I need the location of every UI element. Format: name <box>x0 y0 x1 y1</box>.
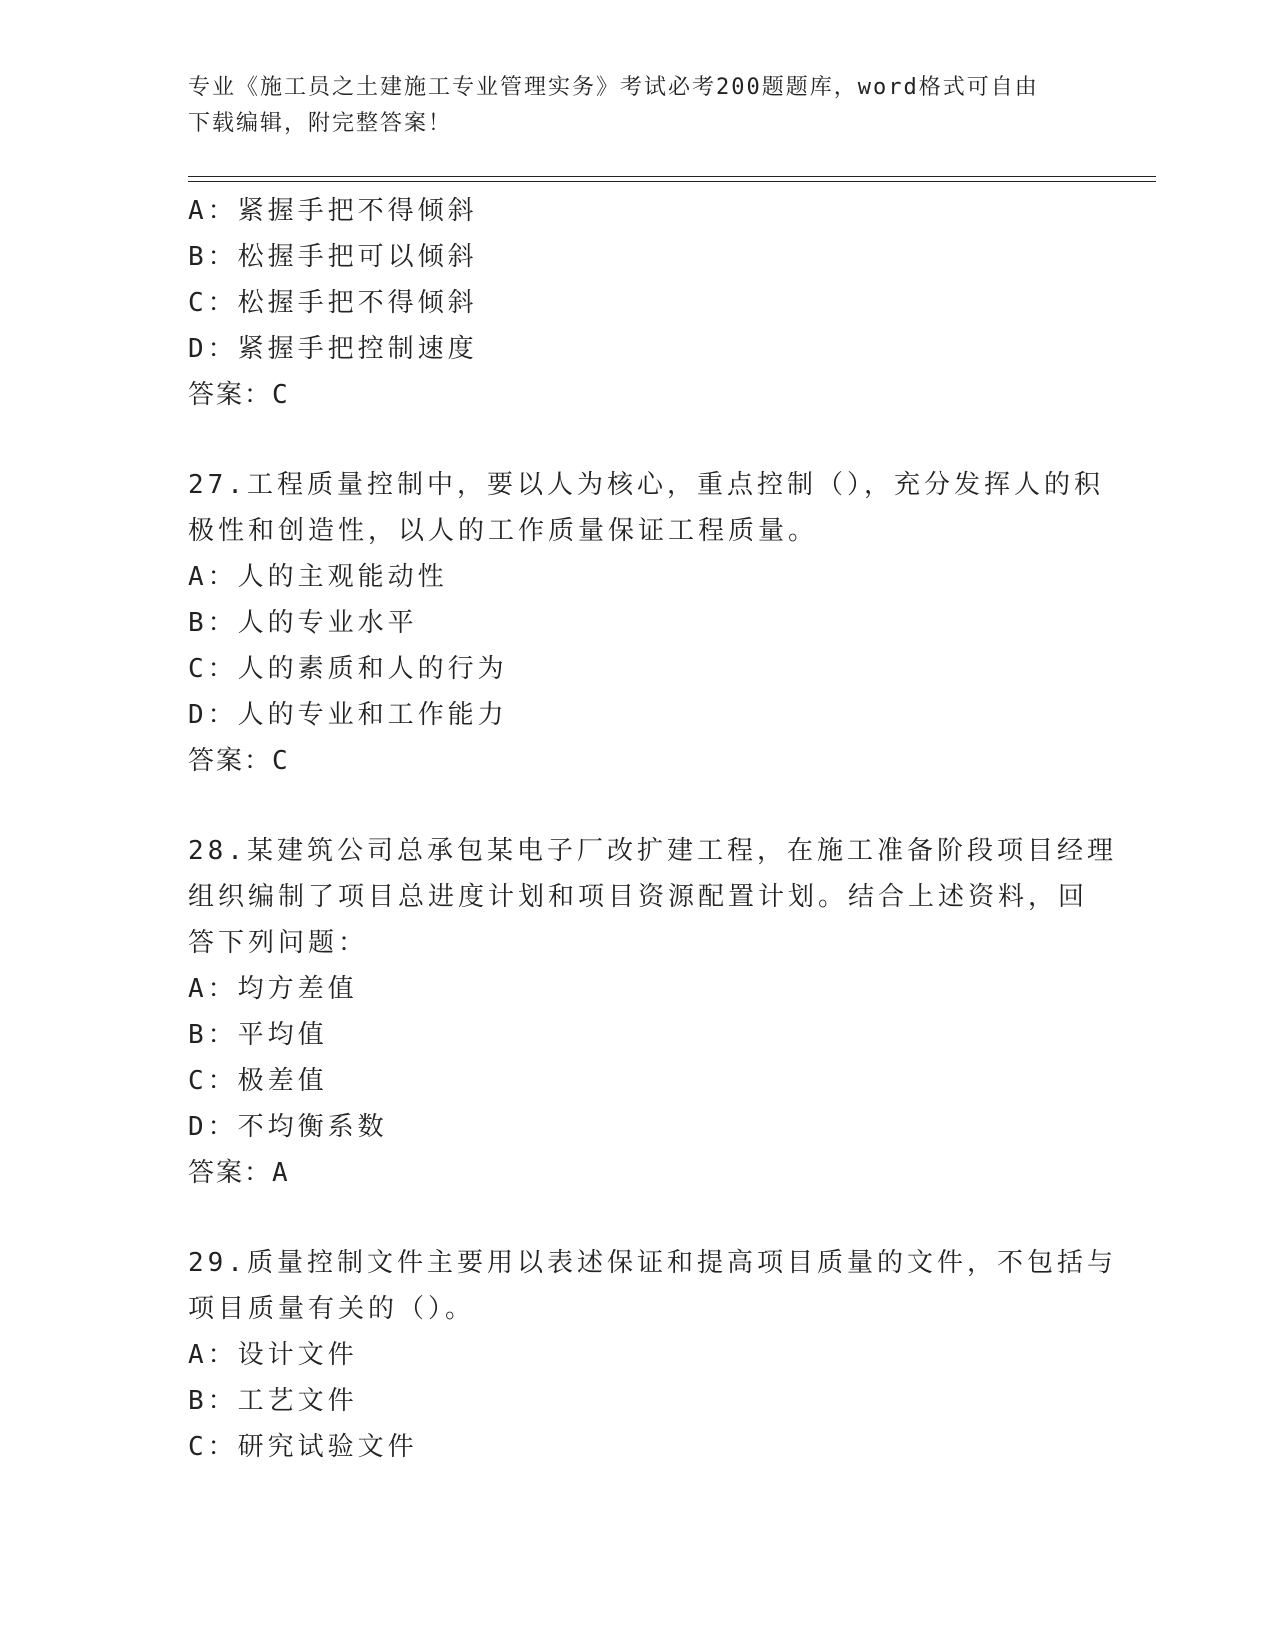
option-b: B：人的专业水平 <box>188 608 418 638</box>
question-27 <box>188 462 1104 784</box>
question-stem-line: 极性和创造性，以人的工作质量保证工程质量。 <box>188 516 819 546</box>
option-d: D：人的专业和工作能力 <box>188 700 508 730</box>
question-stem-line: 答下列问题： <box>188 928 369 958</box>
question-content <box>188 188 1117 1470</box>
option-b: B：松握手把可以倾斜 <box>188 242 478 272</box>
spacer <box>188 784 1088 828</box>
header-line-1: 专业《施工员之土建施工专业管理实务》考试必考200题题库，word格式可自由 <box>188 75 1039 100</box>
question-stem-line: 27.工程质量控制中，要以人为核心，重点控制（），充分发挥人的积 <box>188 470 1104 500</box>
spacer <box>188 418 1088 462</box>
option-c: C：人的素质和人的行为 <box>188 654 508 684</box>
header-line-2: 下载编辑，附完整答案！ <box>188 111 453 136</box>
question-29 <box>188 1240 1117 1470</box>
option-c: C：研究试验文件 <box>188 1432 418 1462</box>
option-b: B：工艺文件 <box>188 1386 358 1416</box>
option-c: C：极差值 <box>188 1066 328 1096</box>
option-d: D：不均衡系数 <box>188 1112 388 1142</box>
document-header <box>188 70 1088 142</box>
header-rule-bottom <box>188 181 1156 182</box>
question-stem-line: 项目质量有关的（）。 <box>188 1294 476 1324</box>
spacer <box>188 1196 1088 1240</box>
option-d: D：紧握手把控制速度 <box>188 334 478 364</box>
option-a: A：紧握手把不得倾斜 <box>188 196 478 226</box>
question-stem-line: 28.某建筑公司总承包某电子厂改扩建工程，在施工准备阶段项目经理 <box>188 836 1117 866</box>
option-a: A：设计文件 <box>188 1340 358 1370</box>
option-c: C：松握手把不得倾斜 <box>188 288 478 318</box>
option-a: A：均方差值 <box>188 974 358 1004</box>
question-26-continued <box>188 188 1088 418</box>
option-b: B：平均值 <box>188 1020 328 1050</box>
question-stem-line: 29.质量控制文件主要用以表述保证和提高项目质量的文件，不包括与 <box>188 1248 1117 1278</box>
answer-line: 答案：A <box>188 1158 292 1188</box>
question-28 <box>188 828 1117 1196</box>
answer-line: 答案：C <box>188 380 292 410</box>
question-stem-line: 组织编制了项目总进度计划和项目资源配置计划。结合上述资料，回 <box>188 882 1089 912</box>
header-rule-top <box>188 176 1156 177</box>
answer-line: 答案：C <box>188 746 292 776</box>
option-a: A：人的主观能动性 <box>188 562 448 592</box>
